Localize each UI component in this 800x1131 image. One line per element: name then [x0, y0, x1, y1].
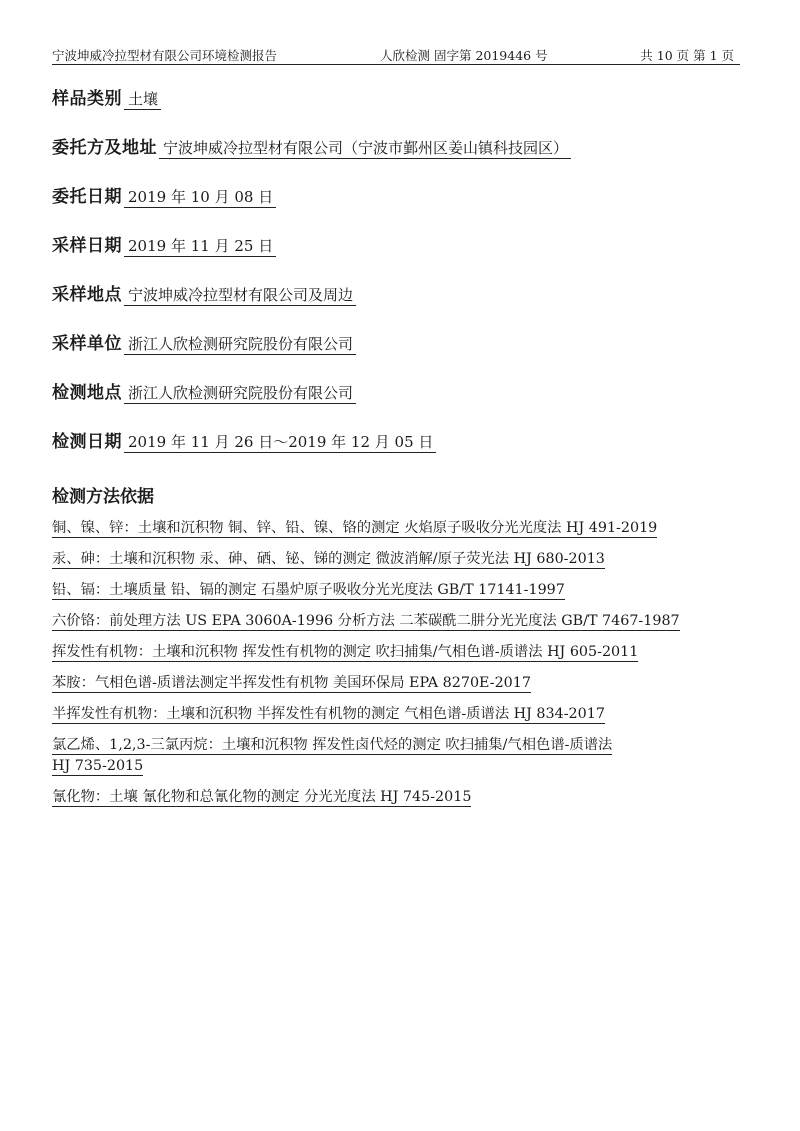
field-commission-date	[52, 186, 276, 208]
method-item	[52, 673, 752, 704]
method-text: 氯乙烯、1,2,3-三氯丙烷：土壤和沉积物 挥发性卤代烃的测定 吹扫捕集/气相色谱-质谱法	[52, 737, 613, 753]
header-page-count: 共 10 页 第 1 页	[640, 48, 734, 63]
method-item	[52, 549, 752, 580]
header-company: 宁波坤威冷拉型材有限公司环境检测报告	[52, 48, 278, 63]
field-value: 宁波坤威冷拉型材有限公司（宁波市鄞州区姜山镇科技园区）	[159, 138, 571, 159]
method-item	[52, 704, 752, 735]
field-label: 委托方及地址	[52, 138, 157, 158]
field-value: 浙江人欣检测研究院股份有限公司	[124, 383, 356, 404]
field-testing-location	[52, 382, 356, 404]
field-sampling-location	[52, 284, 356, 306]
field-sampling-date	[52, 235, 276, 257]
field-value: 浙江人欣检测研究院股份有限公司	[124, 334, 356, 355]
method-text: 氰化物：土壤 氰化物和总氰化物的测定 分光光度法 HJ 745-2015	[52, 789, 472, 805]
field-value: 土壤	[124, 89, 161, 110]
page-header	[52, 44, 740, 65]
header-report-number: 人欣检测 固字第 2019446 号	[380, 48, 548, 63]
method-text: 铅、镉：土壤质量 铅、镉的测定 石墨炉原子吸收分光光度法 GB/T 17141-1997	[52, 582, 565, 598]
method-text: 苯胺：气相色谱-质谱法测定半挥发性有机物 美国环保局 EPA 8270E-2017	[52, 675, 531, 691]
field-value: 2019 年 10 月 08 日	[124, 187, 276, 208]
field-client-address	[52, 137, 571, 159]
field-label: 样品类别	[52, 89, 122, 109]
method-text: 半挥发性有机物：土壤和沉积物 半挥发性有机物的测定 气相色谱-质谱法 HJ 834-2017	[52, 706, 605, 722]
method-item	[52, 787, 752, 818]
method-item	[52, 642, 752, 673]
method-text: 挥发性有机物：土壤和沉积物 挥发性有机物的测定 吹扫捕集/气相色谱-质谱法 HJ 605-2011	[52, 644, 639, 660]
method-item	[52, 580, 752, 611]
field-label: 采样地点	[52, 285, 122, 305]
method-text: 六价铬：前处理方法 US EPA 3060A-1996 分析方法 二苯碳酰二肼分光光度法 GB/T 7467-1987	[52, 613, 680, 629]
method-item	[52, 518, 752, 549]
field-label: 采样日期	[52, 236, 122, 256]
field-label: 采样单位	[52, 334, 122, 354]
method-item	[52, 735, 752, 756]
field-testing-date	[52, 431, 436, 453]
field-sample-category	[52, 88, 161, 110]
field-label: 检测地点	[52, 383, 122, 403]
field-value: 2019 年 11 月 25 日	[124, 236, 276, 257]
field-sampling-unit	[52, 333, 356, 355]
field-value: 宁波坤威冷拉型材有限公司及周边	[124, 285, 356, 306]
method-item	[52, 611, 752, 642]
methods-heading: 检测方法依据	[52, 487, 154, 507]
field-value: 2019 年 11 月 26 日～2019 年 12 月 05 日	[124, 432, 436, 453]
method-text: 铜、镍、锌：土壤和沉积物 铜、锌、铅、镍、铬的测定 火焰原子吸收分光光度法 HJ 491-2019	[52, 520, 658, 536]
method-item-continuation	[52, 756, 752, 787]
method-text: HJ 735-2015	[52, 758, 144, 774]
field-label: 委托日期	[52, 187, 122, 207]
field-label: 检测日期	[52, 432, 122, 452]
method-text: 汞、砷：土壤和沉积物 汞、砷、硒、铋、锑的测定 微波消解/原子荧光法 HJ 680-2013	[52, 551, 605, 567]
methods-list	[52, 518, 752, 818]
